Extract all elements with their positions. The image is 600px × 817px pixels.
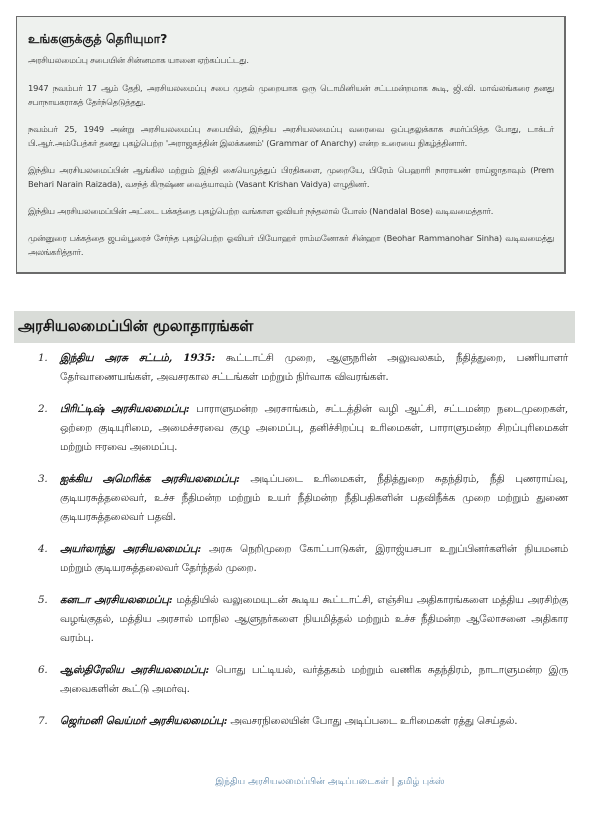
item-heading: அயர்லாந்து அரசியலமைப்பு: (60, 543, 201, 555)
info-paragraph: இந்திய அரசியலமைப்பின் ஆங்கில மற்றும் இந்தி கையெழுத்துப் பிரதிகளை, முறையே, பிரேம் பெஹாரி நாராயண் ராய்ஜாதாவும் (Prem Behari Narain Raizada), வசந்த் கிருஷ்ண வைத்யாவும் (Vasant Krishan Vaidya) எழுதினர். (28, 165, 554, 189)
info-paragraph: முன்னுரை பக்கத்தை ஜபல்பூரைச் சேர்ந்த புகழ்பெற்ற ஓவியர் பியோஹர் ராம்மனோகர் சின்ஹா (Beohar Rammanohar Sinha) வடிவமைத்து அலங்கரித்தார். (28, 233, 554, 257)
item-text: அடிப்படை உரிமைகள், நீதித்துறை சுதந்திரம், நீதி புணராய்வு, குடியரசுத்தலைவர், உச்ச நீதிமன்ற மற்றும் உயர் நீதிமன்ற நீதிபதிகளின் பதவிநீக்க முறை மற்றும் துணை குடியரசுத்தலைவர் பதவி. (60, 473, 568, 523)
footer-book-title: இந்திய அரசியலமைப்பின் அடிப்படைகள் (215, 776, 389, 787)
list-item (38, 400, 568, 457)
item-heading: ஜெர்மனி வெய்மர் அரசியலமைப்பு: (60, 715, 228, 727)
item-text: அரசு நெறிமுறை கோட்பாடுகள், இராஜ்யசபா உறுப்பினர்களின் நியமனம் மற்றும் குடியரசுத்தலைவர் தேர்ந்தல் முறை. (60, 543, 568, 574)
section-title: அரசியலமைப்பின் மூலாதாரங்கள் (18, 316, 254, 335)
item-number: 7. (38, 715, 48, 727)
page-footer (0, 776, 600, 788)
section-heading-bar (14, 311, 575, 343)
did-you-know-title: உங்களுக்குத் தெரியுமா? (28, 31, 168, 46)
item-text: கூட்டாட்சி முறை, ஆளுநரின் அலுவலகம், நீதித்துறை, பணியாளர் தேர்வாணையங்கள், அவசரகால சட்டங்கள் மற்றும் நிர்வாக விவரங்கள். (60, 352, 568, 383)
item-number: 5. (38, 594, 48, 606)
item-text: மத்தியில் வலுமையுடன் கூடிய கூட்டாட்சி, எஞ்சிய அதிகாரங்களை மத்திய அரசிற்கு வழங்குதல், மத்திய அரசால் மாநில ஆளுநர்களை நியமித்தல் மற்றும் உச்ச நீதிமன்ற ஆலோசனை அதிகார வரம்பு. (60, 594, 568, 644)
info-paragraph: 1947 நவம்பர் 17 ஆம் தேதி, அரசியலமைப்பு சபை முதல் முறையாக ஒரு டொமினியன் சட்டமன்றமாக கூடி, ஜி.வி. மாவ்லங்கரை தனது சபாநாயகராகத் தேர்ந்தெடுத்தது. (28, 83, 554, 107)
list-item (38, 591, 568, 648)
info-paragraph: இந்திய அரசியலமைப்பின் அட்டை பக்கத்தை புகழ்பெற்ற வங்காள ஓவியர் நந்தலால் போஸ் (Nandalal Bose) வடிவமைத்தார். (28, 206, 494, 216)
item-heading: கனடா அரசியலமைப்பு: (60, 594, 173, 606)
item-text: பாராளுமன்ற அரசாங்கம், சட்டத்தின் வழி ஆட்சி, சட்டமன்ற நடைமுறைகள், ஒற்றை குடியுரிமை, அமைச்சரவை குழு அமைப்பு, தனிச்சிறப்பு உரிமைகள், பாராளுமன்ற சிறப்புரிமைகள் மற்றும் ஈரவை அமைப்பு. (60, 403, 568, 453)
list-item (38, 540, 568, 578)
item-heading: ஆஸ்திரேலிய அரசியலமைப்பு: (60, 664, 209, 676)
list-item (38, 661, 568, 699)
item-number: 4. (38, 543, 48, 555)
info-paragraph: நவம்பர் 25, 1949 அன்று அரசியலமைப்பு சபையில், இந்திய அரசியலமைப்பு வரைவை ஒப்புதலுக்காக சமர்ப்பித்த போது, டாக்டர் பி.ஆர்.அம்பேத்கர் தனது புகழ்பெற்ற 'அராஜகத்தின் இலக்கணம்' (Grammar of Anarchy) என்ற உரையை நிகழ்த்தினார். (28, 124, 554, 148)
item-number: 6. (38, 664, 48, 676)
list-item (38, 712, 568, 731)
footer-publisher: தமிழ் புக்ஸ் (397, 776, 445, 787)
item-heading: ஐக்கிய அமெரிக்க அரசியலமைப்பு: (60, 473, 240, 485)
info-paragraph: அரசியலமைப்பு சபையின் சின்னமாக யானை ஏற்கப்பட்டது. (28, 55, 249, 65)
sources-list (38, 349, 568, 731)
list-item (38, 470, 568, 527)
item-text: பொது பட்டியல், வர்த்தகம் மற்றும் வணிக சுதந்திரம், நாடாளுமன்ற இரு அவைகளின் கூட்டு அமர்வு. (60, 664, 568, 695)
item-heading: இந்திய அரசு சட்டம், 1935: (60, 352, 216, 364)
item-heading: பிரிட்டிஷ் அரசியலமைப்பு: (60, 403, 190, 415)
item-number: 1. (38, 352, 48, 364)
list-item (38, 349, 568, 387)
did-you-know-box (16, 16, 566, 274)
item-text: அவசரநிலையின் போது அடிப்படை உரிமைகள் ரத்து செய்தல். (227, 715, 518, 727)
item-number: 3. (38, 473, 48, 485)
item-number: 2. (38, 403, 48, 415)
footer-separator: | (391, 776, 395, 787)
